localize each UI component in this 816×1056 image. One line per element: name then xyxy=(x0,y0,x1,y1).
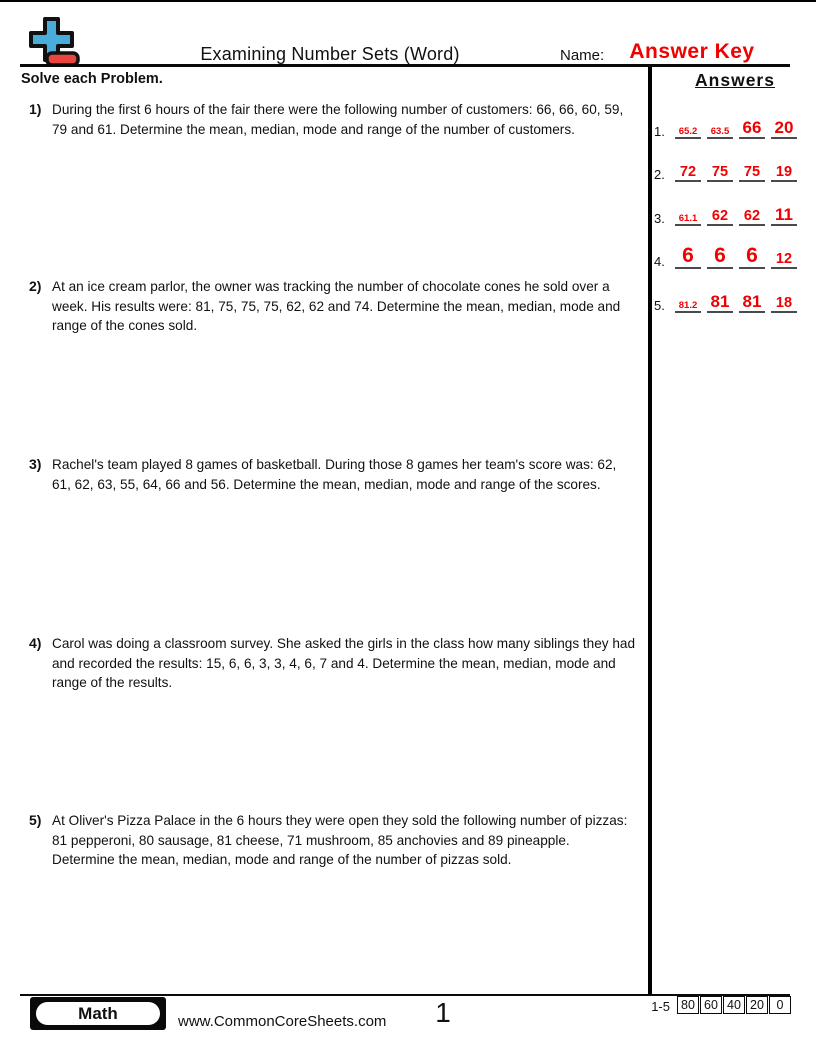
answer-blank-mean: 65.2 xyxy=(675,127,701,140)
footer-rule xyxy=(20,994,790,996)
score-cell: 20 xyxy=(746,996,768,1014)
answer-blank-median: 63.5 xyxy=(707,127,733,140)
score-table xyxy=(677,996,791,1014)
problem-2 xyxy=(21,277,636,336)
problem-number: 5) xyxy=(29,812,42,828)
answer-row-1 xyxy=(654,113,797,139)
answer-blank-mean: 61.1 xyxy=(675,214,701,227)
problem-number: 2) xyxy=(29,278,42,294)
answer-blank-mean: 72 xyxy=(675,165,701,183)
problem-text: During the first 6 hours of the fair there were the following number of customers: 66, 66, 60, 59, 79 and 61. Determine the mean, median, mode and range of the number of customers. xyxy=(52,102,624,137)
score-cell: 60 xyxy=(700,996,722,1014)
answer-blank-mean: 6 xyxy=(675,245,701,269)
problem-text: At an ice cream parlor, the owner was tracking the number of chocolate cones he sold over a week. His results were: 81, 75, 75, 75, 62, 62 and 74. Determine the mean, median, mode and range of the cones sold. xyxy=(52,279,621,333)
answer-blank-mode: 66 xyxy=(739,119,765,139)
problem-number: 3) xyxy=(29,456,42,472)
answer-blank-range: 12 xyxy=(771,252,797,270)
answer-row-number: 4. xyxy=(654,254,665,269)
answer-row-5 xyxy=(654,287,797,313)
website-url: www.CommonCoreSheets.com xyxy=(178,1013,387,1030)
problem-number: 1) xyxy=(29,101,42,117)
page-top-border xyxy=(0,0,816,2)
answer-blank-mode: 75 xyxy=(739,165,765,183)
problem-text: At Oliver's Pizza Palace in the 6 hours they were open they sold the following number of pizzas: 81 pepperoni, 80 sausage, 81 cheese, 71 mushroom, 85 anchovies and 89 pineapple. Determine the mean, median, mode and range of the number of pizzas sold. xyxy=(52,813,628,867)
answer-row-2 xyxy=(654,156,797,182)
answer-row-number: 3. xyxy=(654,211,665,226)
answer-blank-range: 20 xyxy=(771,119,797,139)
answer-blank-mode: 6 xyxy=(739,245,765,269)
page-number: 1 xyxy=(435,997,451,1028)
instructions-text: Solve each Problem. xyxy=(21,71,163,87)
subject-label: Math xyxy=(34,1000,162,1027)
answer-blank-median: 62 xyxy=(707,209,733,227)
answer-key-text: Answer Key xyxy=(629,40,755,63)
answer-blank-mode: 62 xyxy=(739,209,765,227)
answers-heading: Answers xyxy=(695,70,775,90)
problem-text: Carol was doing a classroom survey. She asked the girls in the class how many siblings they had and recorded the results: 15, 6, 6, 3, 3, 4, 6, 7 and 4. Determine the mean, median, mode and range of the results. xyxy=(52,636,636,690)
answer-blank-range: 18 xyxy=(771,296,797,314)
problem-3 xyxy=(21,455,636,494)
subject-badge xyxy=(30,997,166,1030)
page-title: Examining Number Sets (Word) xyxy=(200,44,460,64)
header-rule xyxy=(20,64,790,67)
answer-blank-range: 11 xyxy=(771,206,797,226)
answer-row-number: 5. xyxy=(654,298,665,313)
answer-row-3 xyxy=(654,200,797,226)
score-range-label: 1-5 xyxy=(651,999,670,1014)
answer-blank-median: 75 xyxy=(707,165,733,183)
answer-row-number: 2. xyxy=(654,167,665,182)
score-cell: 40 xyxy=(723,996,745,1014)
score-cell: 80 xyxy=(677,996,699,1014)
problem-4 xyxy=(21,634,636,693)
answer-row-number: 1. xyxy=(654,124,665,139)
answer-row-4 xyxy=(654,243,797,269)
commoncoresheets-logo-icon xyxy=(28,16,84,68)
answer-blank-mean: 81.2 xyxy=(675,301,701,314)
answer-blank-range: 19 xyxy=(771,165,797,183)
answers-divider-rule xyxy=(648,67,652,995)
name-label: Name: xyxy=(560,47,605,64)
problem-1 xyxy=(21,100,636,139)
score-cell: 0 xyxy=(769,996,791,1014)
answer-blank-median: 6 xyxy=(707,245,733,269)
problem-text: Rachel's team played 8 games of basketball. During those 8 games her team's score was: 62, 61, 62, 63, 55, 64, 66 and 56. Determine the mean, median, mode and range of the scores. xyxy=(52,457,617,492)
problem-5 xyxy=(21,811,636,870)
answer-blank-mode: 81 xyxy=(739,293,765,313)
problem-number: 4) xyxy=(29,635,42,651)
answer-blank-median: 81 xyxy=(707,293,733,313)
